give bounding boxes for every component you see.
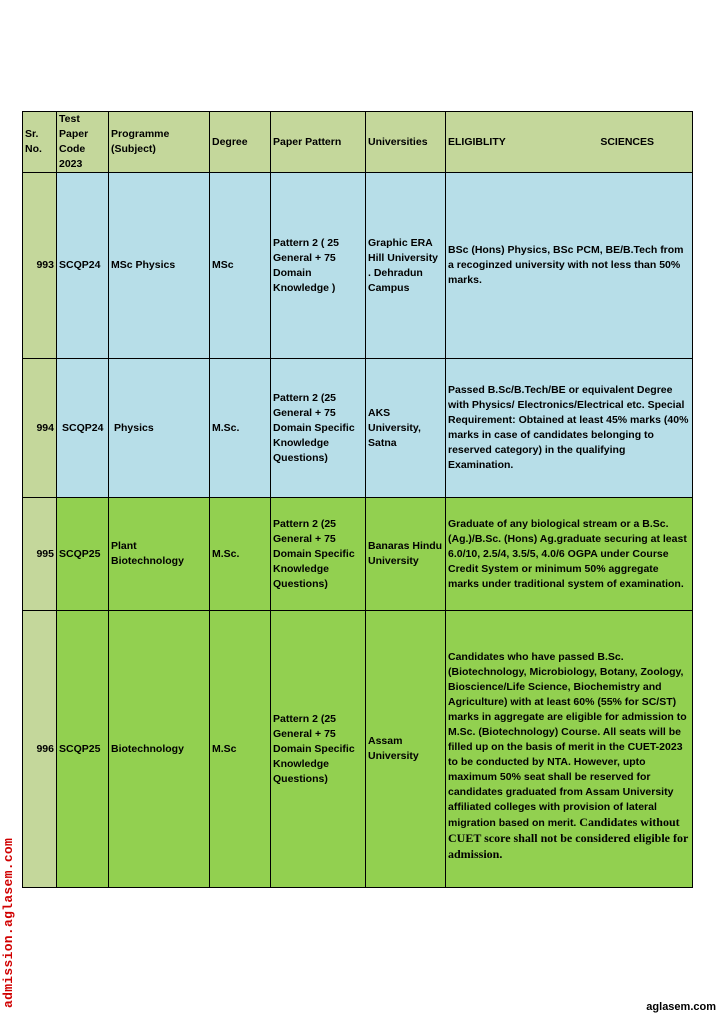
header-universities: Universities bbox=[366, 112, 446, 173]
degree-cell: M.Sc. bbox=[210, 498, 271, 611]
eligibility-text: Candidates who have passed B.Sc. (Biotechnology, Microbiology, Botany, Zoology, Bioscience/Life Science, Biochemistry and Agriculture) with at least 60% (55% for SC/ST) marks in aggregate are eligible for admission to M.Sc. (Biotechnology) Course. All seats will be filled up on the basis of merit in the CUET-2023 to be conducted by NTA. However, upto maximum 50% seat shall be reserved for candidates graduated from Assam University affiliated colleges with provision of lateral migration based on merit. bbox=[448, 650, 687, 829]
sr-cell: 995 bbox=[23, 498, 57, 611]
eligibility-cell: Graduate of any biological stream or a B.Sc.(Ag.)/B.Sc. (Hons) Ag.graduate securing at least 6.0/10, 2.5/4, 3.5/5, 4.0/6 OGPA under Course Credit System or minimum 50% aggregate marks under traditional system of examination. bbox=[446, 498, 693, 611]
eligibility-cell bbox=[446, 611, 693, 888]
university-cell: Banaras Hindu University bbox=[366, 498, 446, 611]
table-header-row bbox=[23, 112, 693, 173]
university-cell: Graphic ERA Hill University . Dehradun Campus bbox=[366, 173, 446, 359]
footer-text: aglasem.com bbox=[646, 1001, 716, 1013]
table-row bbox=[23, 359, 693, 498]
table-row bbox=[23, 173, 693, 359]
programme-cell: Physics bbox=[109, 359, 210, 498]
eligibility-table bbox=[22, 111, 693, 888]
sr-cell: 993 bbox=[23, 173, 57, 359]
eligibility-cell: Passed B.Sc/B.Tech/BE or equivalent Degree with Physics/ Electronics/Electrical etc. Special Requirement: Obtained at least 45% marks (40% marks in case of candidates belonging to reserved category) in the qualifying Examination. bbox=[446, 359, 693, 498]
pattern-cell: Pattern 2 (25 General + 75 Domain Specific Knowledge Questions) bbox=[271, 359, 366, 498]
header-eligibility: ELIGIBLITY bbox=[448, 135, 506, 148]
code-cell: SCQP24 bbox=[57, 173, 109, 359]
degree-cell: M.Sc. bbox=[210, 359, 271, 498]
code-cell: SCQP25 bbox=[57, 611, 109, 888]
university-cell: AKS University, Satna bbox=[366, 359, 446, 498]
pattern-cell: Pattern 2 (25 General + 75 Domain Specific Knowledge Questions) bbox=[271, 498, 366, 611]
header-degree: Degree bbox=[210, 112, 271, 173]
pattern-cell: Pattern 2 (25 General + 75 Domain Specific Knowledge Questions) bbox=[271, 611, 366, 888]
degree-cell: M.Sc bbox=[210, 611, 271, 888]
sr-cell: 994 bbox=[23, 359, 57, 498]
university-cell: Assam University bbox=[366, 611, 446, 888]
eligibility-cell: BSc (Hons) Physics, BSc PCM, BE/B.Tech from a recoginzed university with not less than 50% marks. bbox=[446, 173, 693, 359]
header-programme: Programme (Subject) bbox=[109, 112, 210, 173]
watermark-text: admission.aglasem.com bbox=[1, 837, 16, 1008]
sr-cell: 996 bbox=[23, 611, 57, 888]
header-pattern: Paper Pattern bbox=[271, 112, 366, 173]
degree-cell: MSc bbox=[210, 173, 271, 359]
header-sr: Sr. No. bbox=[23, 112, 57, 173]
code-cell: SCQP24 bbox=[57, 359, 109, 498]
table-row bbox=[23, 498, 693, 611]
programme-cell: Biotechnology bbox=[109, 611, 210, 888]
programme-cell: MSc Physics bbox=[109, 173, 210, 359]
code-cell: SCQP25 bbox=[57, 498, 109, 611]
header-code: Test Paper Code 2023 bbox=[57, 112, 109, 173]
header-stream: SCIENCES bbox=[600, 135, 654, 148]
header-eligibility-cell bbox=[446, 112, 693, 173]
pattern-cell: Pattern 2 ( 25 General + 75 Domain Knowledge ) bbox=[271, 173, 366, 359]
table-row bbox=[23, 611, 693, 888]
programme-cell: Plant Biotechnology bbox=[109, 498, 210, 611]
eligibility-note: Candidates without CUET score shall not be considered eligible for admission. bbox=[448, 814, 689, 861]
